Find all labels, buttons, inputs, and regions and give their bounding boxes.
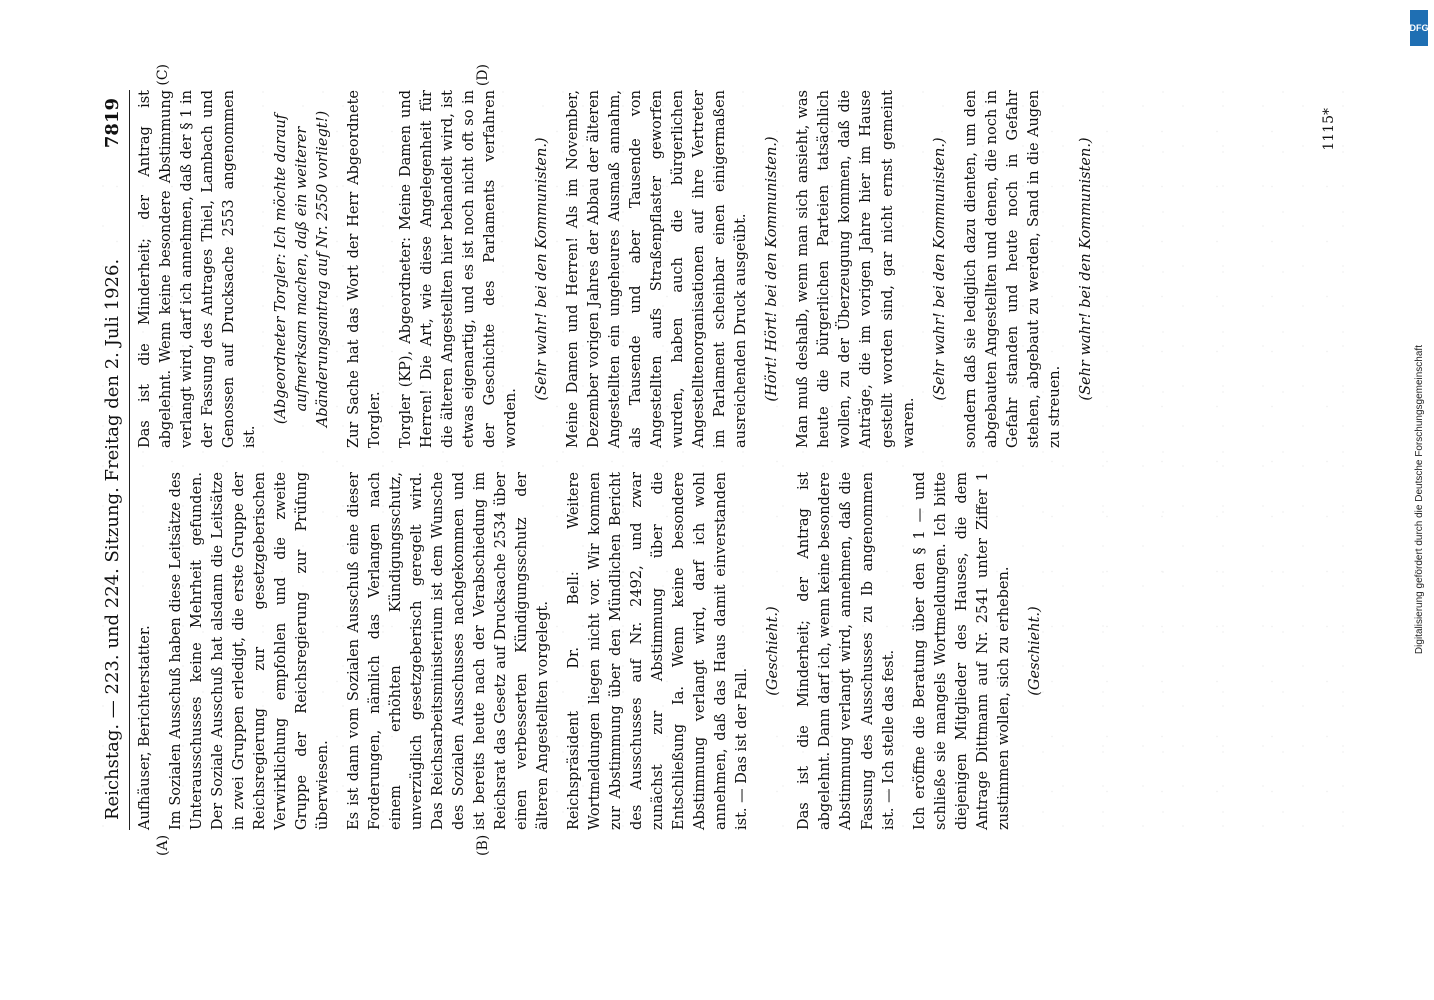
right-column [135,90,1305,448]
side-credit-text: Digitalisierung gefördert durch die Deutsche Forschungsgemeinschaft [1413,345,1425,655]
scanned-page [95,64,1345,856]
paragraph: Das ist die Minderheit; der Antrag ist abgelehnt. Dann darf ich, wenn keine besondere Abstimmung verlangt wird, annehmen, daß die Fassung des Ausschusses zu Ib angenommen ist. — Ich stelle das fest. [796,472,897,830]
page-number: 7819 [101,98,123,149]
margin-mark-b: (B) [475,834,491,856]
footer-signature: 1115* [1321,108,1337,151]
paragraph: Zur Sache hat das Wort der Herr Abgeordnete Torgler. [346,90,384,448]
interjection: (Sehr wahr! bei den Kommunisten.) [931,137,948,401]
paragraph: sondern daß sie lediglich dazu dienten, um den abgebauten Angestellten und denen, die noch in Gefahr standen und heute noch in Gefahr stehen, abgebaut zu werden, Sand in die Augen zu streuen. [962,90,1063,448]
header-title: Reichstag. — 223. und 224. Sitzung. Freitag den 2. Juli 1926. [101,258,123,820]
paragraph: Torgler (KP), Abgeordneter: Meine Damen und Herren! Die Art, wie diese Angelegenheit für die älteren Angestellten hier behandelt wird, ist etwas eigenartig, und es ist noch nicht oft so in der Geschichte des Parlaments verfahren worden. [398,90,520,448]
text-columns [135,90,1305,830]
margin-mark-c: (C) [155,64,171,86]
interjection: (Sehr wahr! bei den Kommunisten.) [1077,137,1094,401]
margin-mark-a: (A) [155,834,171,856]
margin-mark-d: (D) [475,64,491,87]
page-header [95,90,130,830]
paragraph: Es ist dann vom Sozialen Ausschuß eine dieser Forderungen, nämlich das Verlangen nach einem erhöhten Kündigungsschutz, unverzüglich gesetzgeberisch geregelt wird. Das Reichsarbeitsministerium ist dem Wunsche des Sozialen Ausschusses nachgekommen und ist bereits heute nach der Verabschiedung im Reichsrat das Gesetz auf Drucksache 2534 über einen verbesserten Kündigungsschutz der älteren Angestellten vorgelegt. [346,472,552,830]
paragraph: Man muß deshalb, wenn man sich ansieht, was heute die bürgerlichen Parteien tatsächlich wollen, zu der Überzeugung kommen, daß die Anträge, die im vorigen Jahre hier im Hause gestellt worden sind, gar nicht ernst gemeint waren. [795,90,917,448]
paragraph: Das ist die Minderheit; der Antrag ist abgelehnt. Wenn keine besondere Abstimmung verlangt wird, darf ich annehmen, daß der § 1 in der Fassung des Antrages Thiel, Lambach und Genossen auf Drucksache 2553 angenommen ist. [137,90,259,448]
paragraph: Reichspräsident Dr. Bell: Weitere Wortmeldungen liegen nicht vor. Wir kommen zur Abstimmung über den Mündlichen Bericht des Ausschusses auf Nr. 2492, und zwar zunächst zur Abstimmung über die Entschließung Ia. Wenn keine besondere Abstimmung verlangt wird, darf ich wohl annehmen, daß das Haus damit einverstanden ist. — Das ist der Fall. [566,472,751,830]
left-column [135,472,1305,830]
paragraph: Ich eröffne die Beratung über den § 1 — und schließe sie mangels Wortmeldungen. Ich bitte diejenigen Mitglieder des Hauses, die dem Antrage Dittmann auf Nr. 2541 unter Ziffer 1 zustimmen wollen, sich zu erheben. [911,472,1012,830]
interjection: (Abgeordneter Torgler: Ich möchte darauf aufmerksam machen, daß ein weiterer Abänderungsantrag auf Nr. 2550 vorliegt!) [273,110,332,428]
interjection: (Sehr wahr! bei den Kommunisten.) [534,137,551,401]
interjection: (Hört! Hört! bei den Kommunisten.) [764,136,781,402]
paragraph: Im Sozialen Ausschuß haben diese Leitsätze des Unterausschusses keine Mehrheit gefunden. Der Soziale Ausschuß hat alsdann die Leitsätze in zwei Gruppen erledigt, die erste Gruppe der Reichsregierung zur gesetzgeberischen Verwirklichung empfohlen und die zweite Gruppe der Reichsregierung zur Prüfung überwiesen. [168,472,332,830]
side-credit-bar [1410,10,1428,990]
paragraph: Meine Damen und Herren! Als im November, Dezember vorigen Jahres der Abbau der älteren Angestellten ein ungeheures Ausmaß annahm, als Tausende und aber Tausende von Angestellten aufs Straßenpflaster geworfen wurden, haben auch die bürgerlichen Angestelltenorganisationen auf ihre Vertreter im Parlament scheinbar einen einigermaßen ausreichenden Druck ausgeübt. [565,90,750,448]
dfg-logo-icon: DFG [1410,10,1428,46]
paragraph: Aufhäuser, Berichterstatter. [137,625,153,830]
interjection: (Geschieht.) [765,606,782,696]
interjection: (Geschieht.) [1026,606,1043,696]
